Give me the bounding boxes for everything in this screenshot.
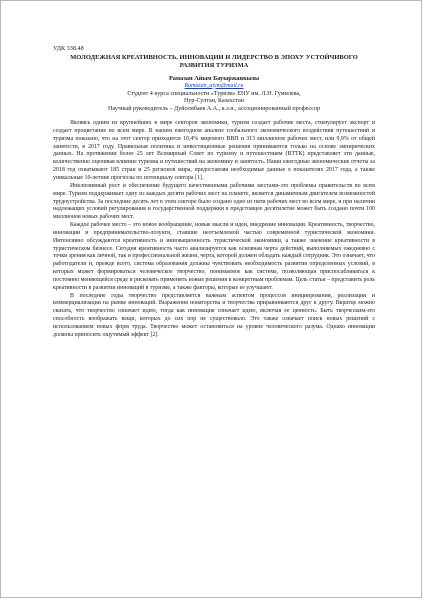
paragraph-2: Инклюзивный рост и обеспечение будущего качественными рабочими местами-это проблемы правительств во всем мире. Туризм поддерживает одну из каждых десяти рабочих мест на планете, является динамичным двигателем возможностей трудоустройства. За последние десять лет в этом секторе было создано одно из пяти рабочих мест во всем мире, и при наличии надлежащих условий регулирования и государственной поддержки в предстоящее десятилетие может быть создано почти 100 миллионов новых рабочих мест. [53,182,375,221]
email-line [53,83,375,91]
scientific-advisor: Научный руководитель – Дуйсембаев А.А., к.э.н., ассоционированный профессор [107,106,321,113]
author-affiliation: Студент 4 курса специальности «Туризм» ЕНУ им. Л.Н. Гумилева, [127,90,301,97]
author-email-link[interactable]: Ramazan_aiym@mail.ru [184,82,244,89]
article-body [53,45,375,340]
udk-code: УДК 338.48 [53,45,84,52]
paragraph-4: В последние годы творчество представляется важным аспектом процессов инициирования, реализации и коммерциализации на рынке инноваций. Выражения новаторства и творчества приравниваются друг к другу. Вкратце можно сказать, что творчество означает идею, тогда как инновация означает идею, включая ее ценность. Быть творческим-это способность воображать вещи, которых до сих пор не существовало. Это также означает поиск новых решений с использованием новых форм труда. Творчество может остановиться на уровне человеческого разума. Однако инновации должны приносить ощутимый эффект [2]. [53,292,375,338]
article-title: МОЛОДЕЖНАЯ КРЕАТИВНОСТЬ, ИННОВАЦИИ И ЛИДЕРСТВО В ЭПОХУ УСТОЙЧИВОГО РАЗВИТИЯ ТУРИЗМА [70,53,358,69]
paragraph-3: Каждое рабочее место – это новое вообращение, новые мысли и идеи, внедрение инновации. Креативность, творчество, инновации и предпринимательство-лозунги, ставшие неотъемлемой частью современной туристической экономики. Интенсивно обсуждаются креативность и инновационность туристической экономики, а также значение креативности в туристическом бизнесе. Сегодня креативность часто анализируется как основная черта действий, выполняемых ежедневно с точки зрения как личной, так и профессиональной жизни, черта, которой должен обладать каждый сотрудник. Это означает, что работодатели и, прежде всего, система образования должны чувствовать необходимость развития определенных условий, в которых может формироваться человеческое творчество, понимаемое как система, позволяющая приспосабливаться к постоянно меняющейся среде и рисковать применять новые решения к конкретным проблемам. Цель статьи – представить роль креативности в развитии инноваций в туризме, а также факторы, которые ее улучшают. [53,222,375,291]
paragraph-1: Являясь одним из крупнейших в мире секторов экономики, туризм создает рабочие места, стимулирует экспорт и создает процветание во всем мире. В нашем ежегодном анализе глобального экономического воздействия путешествий и туризма показано, что на этот сектор приходится 10,4% мирового ВВП и 313 миллионов рабочих мест, или 9,9% от общей занятости, в 2017 году. Правильная политика и инвестиционные решения принимаются только на основе эмпирических данных. На протяжении более 25 лет Всемирный Совет по туризму и путешествиям (ВТТК) представляет эти данные, количественно оценивая влияние туризма и путешествий на экономику и занятость. Наши ежегодные экономические отчеты за 2018 год охватывают 185 стран и 25 регионов мира, предоставляя необходимые данные о показателях 2017 года, а также уникальные 10-летние прогнозы по потенциалу сектора [1]. [53,120,375,181]
author-name: Рамазан Айым Бауыржанкызы [168,74,260,82]
author-location: Нур-Султан, Казахстан [183,98,245,105]
